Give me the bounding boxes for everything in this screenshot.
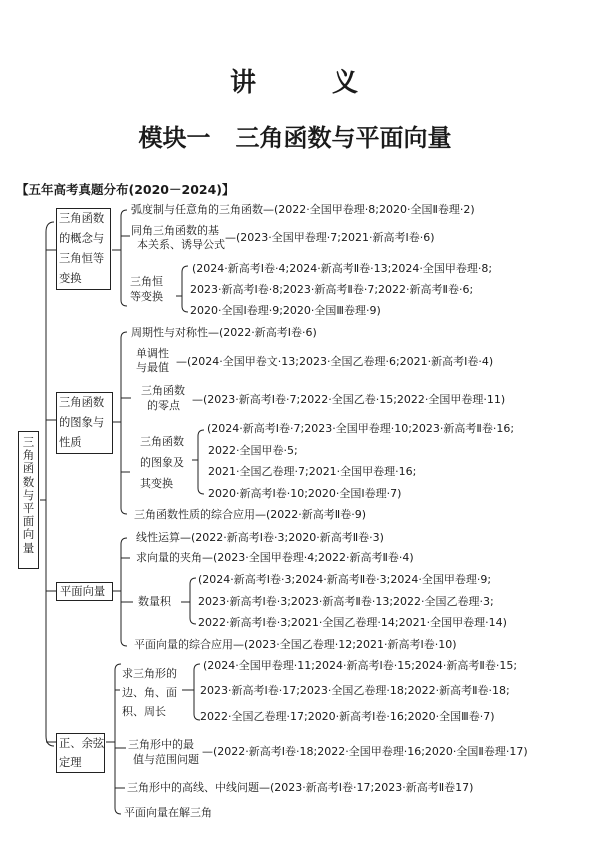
item-graph-b: 的图象及	[140, 456, 184, 469]
item-graph-ref1: (2024·新高考Ⅰ卷·7;2023·全国甲卷理·10;2023·新高考Ⅱ卷·16;	[207, 422, 515, 435]
item-graph-ref4: 2020·新高考Ⅰ卷·10;2020·全国Ⅰ卷理·7)	[208, 487, 402, 500]
group-label-vector: 平面向量	[56, 582, 113, 601]
page-title	[0, 62, 590, 99]
group-label-trig-concept	[56, 208, 111, 290]
item-dot-label: 数量积	[138, 595, 171, 608]
item-solve-a: 求三角形的	[122, 667, 177, 680]
item-dot-ref2: 2023·新高考Ⅰ卷·3;2023·新高考Ⅱ卷·13;2022·全国乙卷理·3;	[198, 595, 494, 608]
label-line: 三角函数	[59, 212, 105, 225]
item-trig-apply: 三角函数性质的综合应用—(2022·新高考Ⅱ卷·9)	[134, 508, 366, 521]
root-char: 面	[22, 514, 35, 529]
label-line: 的图象与	[59, 416, 105, 429]
label-line: 变换	[59, 272, 82, 285]
title-char: 义	[332, 68, 361, 98]
item-solve-ref1: (2024·全国甲卷理·11;2024·新高考Ⅰ卷·15;2024·新高考Ⅱ卷·15;	[203, 659, 518, 672]
root-node	[18, 431, 39, 569]
item-solve-ref3: 2022·全国乙卷理·17;2020·新高考Ⅰ卷·16;2020·全国Ⅲ卷·7)	[200, 710, 495, 723]
item-range-a: 三角形中的最	[128, 738, 194, 751]
item-mono-refs: —(2024·全国甲卷文·13;2023·全国乙卷理·6;2021·新高考Ⅰ卷·4)	[176, 355, 494, 368]
item-transform-ref1: (2024·新高考Ⅰ卷·4;2024·新高考Ⅱ卷·13;2024·全国甲卷理·8;	[192, 262, 493, 275]
root-char: 平	[22, 501, 35, 516]
item-graph-a: 三角函数	[140, 435, 184, 448]
label-line: 定理	[59, 756, 82, 769]
label-line: 三角函数	[59, 396, 105, 409]
item-solve-c: 积、周长	[122, 705, 166, 718]
item-range-b: 值与范围问题	[133, 753, 199, 766]
item-graph-ref2: 2022·全国甲卷·5;	[208, 444, 298, 457]
item-zero-a: 三角函数	[141, 384, 185, 397]
item-identity-a: 同角三角函数的基	[131, 224, 219, 237]
root-char: 与	[22, 487, 35, 502]
item-range-refs: —(2022·新高考Ⅰ卷·18;2022·全国甲卷理·16;2020·全国Ⅱ卷理·17)	[202, 745, 528, 758]
item-transform-ref2: 2023·新高考Ⅰ卷·8;2023·新高考Ⅱ卷·7;2022·新高考Ⅱ卷·6;	[190, 283, 474, 296]
item-transform-ref3: 2020·全国Ⅰ卷理·9;2020·全国Ⅲ卷理·9)	[190, 304, 381, 317]
item-linear: 线性运算—(2022·新高考Ⅰ卷·3;2020·新高考Ⅱ卷·3)	[136, 531, 384, 544]
module-title: 模块一 三角函数与平面向量	[138, 124, 452, 152]
item-zero-b: 的零点	[147, 399, 180, 412]
root-char: 角	[22, 448, 35, 463]
item-solve-ref2: 2023·新高考Ⅰ卷·17;2023·全国乙卷理·18;2022·新高考Ⅱ卷·18;	[200, 684, 510, 697]
item-vector-triangle: 平面向量在解三角	[124, 806, 212, 819]
item-mono-b: 与最值	[136, 361, 169, 374]
section-header: 【五年高考真题分布(2020－2024)】	[16, 182, 235, 197]
item-identity-refs: —(2023·全国甲卷理·7;2021·新高考Ⅰ卷·6)	[225, 231, 435, 244]
item-vector-apply: 平面向量的综合应用—(2023·全国乙卷理·12;2021·新高考Ⅰ卷·10)	[134, 638, 457, 651]
root-char: 量	[22, 540, 35, 555]
item-transform-a: 三角恒	[130, 275, 163, 288]
title-char: 讲	[229, 68, 258, 98]
item-mono-a: 单调性	[136, 347, 169, 360]
item-zero-refs: —(2023·新高考Ⅰ卷·7;2022·全国乙卷·15;2022·全国甲卷理·11)	[192, 393, 506, 406]
group-label-trig-graph	[56, 392, 113, 454]
root-char: 三	[22, 435, 35, 449]
item-angle: 求向量的夹角—(2023·全国甲卷理·4;2022·新高考Ⅱ卷·4)	[136, 551, 414, 564]
item-period: 周期性与对称性—(2022·新高考Ⅰ卷·6)	[131, 326, 317, 339]
label-line: 性质	[59, 436, 82, 449]
group-label-sine-cosine	[56, 733, 105, 773]
label-line: 的概念与	[59, 232, 105, 245]
root-char: 数	[22, 474, 35, 489]
item-median: 三角形中的高线、中线问题—(2023·新高考Ⅰ卷·17;2023·新高考Ⅱ卷17)	[127, 781, 474, 794]
item-transform-b: 等变换	[130, 290, 163, 303]
item-radian: 弧度制与任意角的三角函数—(2022·全国甲卷理·8;2020·全国Ⅱ卷理·2)	[131, 203, 475, 216]
label-line: 正、余弦	[59, 737, 105, 750]
item-identity-b: 本关系、诱导公式	[137, 238, 225, 251]
item-dot-ref3: 2022·新高考Ⅰ卷·3;2021·全国乙卷理·14;2021·全国甲卷理·14)	[198, 616, 507, 629]
root-char: 向	[22, 527, 35, 542]
item-dot-ref1: (2024·新高考Ⅰ卷·3;2024·新高考Ⅱ卷·3;2024·全国甲卷理·9;	[198, 573, 492, 586]
item-solve-b: 边、角、面	[122, 686, 177, 699]
item-graph-ref3: 2021·全国乙卷理·7;2021·全国甲卷理·16;	[208, 465, 417, 478]
label-line: 三角恒等	[59, 252, 105, 265]
item-graph-c: 其变换	[140, 477, 173, 490]
root-brace	[46, 222, 54, 746]
root-char: 函	[22, 461, 35, 476]
